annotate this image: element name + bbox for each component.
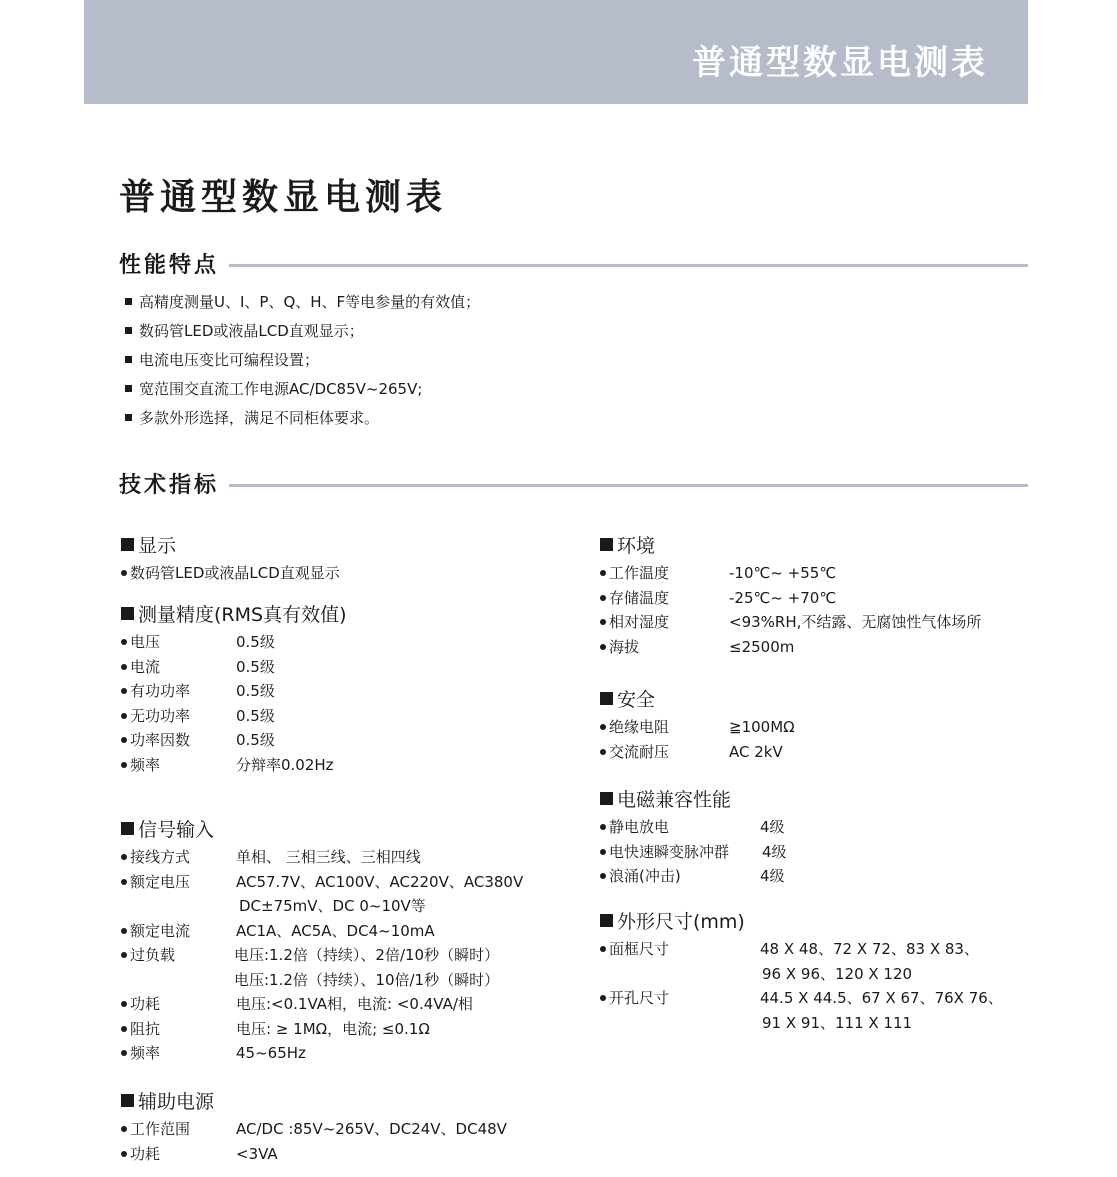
spec-display <box>121 532 581 586</box>
dot-bullet-icon <box>121 1026 127 1032</box>
spec-row: 过负载 电压:1.2倍（持续）、2倍/10秒（瞬时） <box>121 943 581 968</box>
square-bullet-icon <box>600 914 613 927</box>
dot-bullet-icon <box>121 1151 127 1157</box>
spec-row: 数码管LED或液晶LCD直观显示 <box>121 561 581 586</box>
features-heading <box>119 251 1028 281</box>
dot-bullet-icon <box>600 619 606 625</box>
spec-row: 功耗 电压:<0.1VA相，电流: <0.4VA/相 <box>121 992 581 1017</box>
specs-heading <box>119 471 1028 501</box>
dot-bullet-icon <box>121 879 127 885</box>
spec-row: 存储温度 -25℃~ +70℃ <box>600 586 1020 611</box>
spec-row: 海拔 ≤2500m <box>600 635 1020 660</box>
spec-emc <box>600 786 1020 889</box>
feature-text: 多款外形选择，满足不同柜体要求。 <box>139 409 380 427</box>
spec-environment <box>600 532 1020 659</box>
spec-row: 阻抗 电压: ≥ 1MΩ，电流; ≤0.1Ω <box>121 1017 581 1042</box>
square-bullet-icon <box>121 607 134 620</box>
spec-row: 电压 0.5级 <box>121 630 581 655</box>
spec-dimensions-title: 外形尺寸(mm) <box>600 908 1020 936</box>
spec-dimensions <box>600 908 1020 1035</box>
feature-text: 电流电压变比可编程设置； <box>139 351 320 369</box>
feature-item <box>125 404 480 433</box>
dot-bullet-icon <box>121 928 127 934</box>
page-title: 普通型数显电测表 <box>119 177 448 218</box>
spec-row-continued: 电压:1.2倍（持续）、10倍/1秒（瞬时） <box>234 970 500 989</box>
square-bullet-icon <box>125 414 132 421</box>
spec-row-continued: 91 X 91、111 X 111 <box>762 1013 913 1032</box>
spec-row: 频率 45~65Hz <box>121 1041 581 1066</box>
spec-row: 绝缘电阻 ≧100MΩ <box>600 715 1020 740</box>
dot-bullet-icon <box>600 724 606 730</box>
spec-accuracy-title: 测量精度(RMS真有效值) <box>121 601 581 629</box>
specs-divider <box>229 484 1028 487</box>
dot-bullet-icon <box>600 570 606 576</box>
dot-bullet-icon <box>600 946 606 952</box>
square-bullet-icon <box>125 298 132 305</box>
dot-bullet-icon <box>121 762 127 768</box>
spec-signal-title: 信号输入 <box>121 816 581 844</box>
spec-environment-title: 环境 <box>600 532 1020 560</box>
dot-bullet-icon <box>121 1126 127 1132</box>
features-divider <box>229 264 1028 267</box>
spec-safety <box>600 686 1020 764</box>
spec-row: 工作范围 AC/DC :85V~265V、DC24V、DC48V <box>121 1117 581 1142</box>
dot-bullet-icon <box>600 995 606 1001</box>
dot-bullet-icon <box>121 1001 127 1007</box>
feature-text: 宽范围交直流工作电源AC/DC85V~265V; <box>139 380 423 398</box>
spec-power-title: 辅助电源 <box>121 1088 581 1116</box>
header-banner <box>84 0 1028 104</box>
spec-row: 无功功率 0.5级 <box>121 704 581 729</box>
feature-item <box>125 288 480 317</box>
spec-safety-title: 安全 <box>600 686 1020 714</box>
features-heading-label: 性能特点 <box>119 251 225 281</box>
dot-bullet-icon <box>121 688 127 694</box>
spec-row: 频率 分辩率0.02Hz <box>121 753 581 778</box>
spec-row: 有功功率 0.5级 <box>121 679 581 704</box>
spec-row: 电流 0.5级 <box>121 655 581 680</box>
dot-bullet-icon <box>600 824 606 830</box>
spec-row: 电快速瞬变脉冲群 4级 <box>600 840 1020 865</box>
spec-row: 开孔尺寸 44.5 X 44.5、67 X 67、76X 76、 <box>600 986 1020 1011</box>
spec-row-continued: 96 X 96、120 X 120 <box>762 964 913 983</box>
specs-heading-label: 技术指标 <box>119 471 225 501</box>
spec-display-title: 显示 <box>121 532 581 560</box>
dot-bullet-icon <box>121 639 127 645</box>
spec-row: 工作温度 -10℃~ +55℃ <box>600 561 1020 586</box>
spec-row: 接线方式 单相、 三相三线、三相四线 <box>121 845 581 870</box>
square-bullet-icon <box>600 792 613 805</box>
dot-bullet-icon <box>600 644 606 650</box>
spec-row: 额定电压 AC57.7V、AC100V、AC220V、AC380V <box>121 870 581 895</box>
dot-bullet-icon <box>121 952 127 958</box>
spec-row: 浪涌(冲击) 4级 <box>600 864 1020 889</box>
spec-accuracy <box>121 601 581 777</box>
banner-title: 普通型数显电测表 <box>692 43 988 83</box>
spec-row: 相对湿度 <93%RH,不结露、无腐蚀性气体场所 <box>600 610 1020 635</box>
dot-bullet-icon <box>121 664 127 670</box>
spec-power <box>121 1088 581 1166</box>
dot-bullet-icon <box>121 1050 127 1056</box>
spec-row: 功耗 <3VA <box>121 1142 581 1167</box>
spec-row: 交流耐压 AC 2kV <box>600 740 1020 765</box>
spec-emc-title: 电磁兼容性能 <box>600 786 1020 814</box>
dot-bullet-icon <box>121 713 127 719</box>
dot-bullet-icon <box>121 854 127 860</box>
spec-row: 面框尺寸 48 X 48、72 X 72、83 X 83、 <box>600 937 1020 962</box>
square-bullet-icon <box>125 385 132 392</box>
dot-bullet-icon <box>600 595 606 601</box>
square-bullet-icon <box>125 356 132 363</box>
spec-signal <box>121 816 581 1066</box>
square-bullet-icon <box>600 538 613 551</box>
square-bullet-icon <box>600 692 613 705</box>
spec-row-continued: DC±75mV、DC 0~10V等 <box>239 897 426 915</box>
feature-item <box>125 346 480 375</box>
dot-bullet-icon <box>600 849 606 855</box>
square-bullet-icon <box>121 538 134 551</box>
square-bullet-icon <box>125 327 132 334</box>
spec-row: 额定电流 AC1A、AC5A、DC4~10mA <box>121 919 581 944</box>
spec-row: 功率因数 0.5级 <box>121 728 581 753</box>
dot-bullet-icon <box>600 749 606 755</box>
dot-bullet-icon <box>600 873 606 879</box>
square-bullet-icon <box>121 1094 134 1107</box>
dot-bullet-icon <box>121 570 127 576</box>
features-list <box>125 288 480 433</box>
feature-item <box>125 317 480 346</box>
dot-bullet-icon <box>121 737 127 743</box>
square-bullet-icon <box>121 822 134 835</box>
feature-text: 高精度测量U、I、P、Q、H、F等电参量的有效值； <box>139 293 481 311</box>
spec-row: 静电放电 4级 <box>600 815 1020 840</box>
feature-text: 数码管LED或液晶LCD直观显示； <box>139 322 364 340</box>
feature-item <box>125 375 480 404</box>
